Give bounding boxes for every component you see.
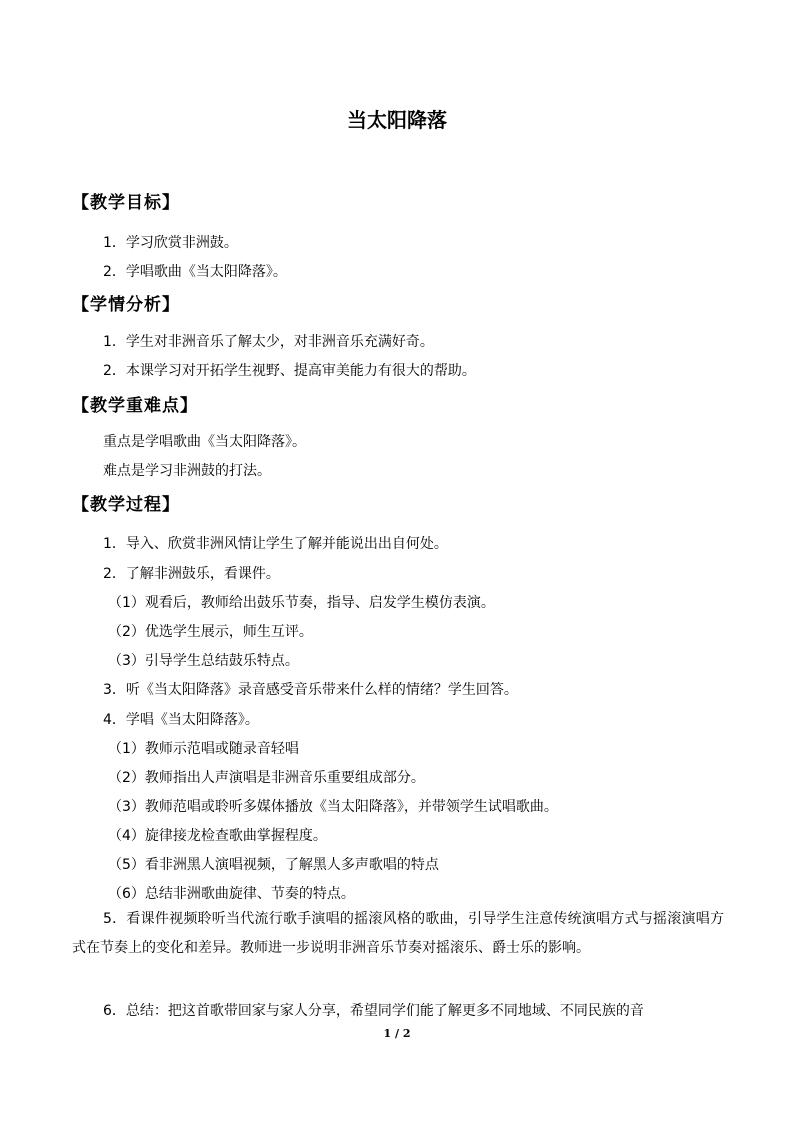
section-heading-goals: 【教学目标】 bbox=[72, 193, 180, 213]
process-item: 3．听《当太阳降落》录音感受音乐带来什么样的情绪？学生回答。 bbox=[103, 682, 518, 698]
process-subitem: （2）优选学生展示，师生互评。 bbox=[108, 624, 313, 640]
process-subitem: （3）引导学生总结鼓乐特点。 bbox=[108, 653, 299, 669]
section-heading-process: 【教学过程】 bbox=[72, 495, 180, 515]
analysis-item: 1．学生对非洲音乐了解太少，对非洲音乐充满好奇。 bbox=[103, 334, 434, 350]
process-item: 4．学唱《当太阳降落》。 bbox=[103, 712, 259, 728]
key-point-item: 重点是学唱歌曲《当太阳降落》。 bbox=[103, 434, 306, 450]
process-subitem: （1）观看后，教师给出鼓乐节奏，指导、启发学生模仿表演。 bbox=[108, 595, 495, 611]
page-number: 1 / 2 bbox=[383, 1027, 411, 1040]
process-subitem: （1）教师示范唱或随录音轻唱 bbox=[108, 741, 299, 757]
process-subitem: （6）总结非洲歌曲旋律、节奏的特点。 bbox=[108, 886, 355, 902]
process-item: 1．导入、欣赏非洲风情让学生了解并能说出出自何处。 bbox=[103, 536, 448, 552]
process-paragraph: 5．看课件视频聆听当代流行歌手演唱的摇滚风格的歌曲，引导学生注意传统演唱方式与摇滚演唱方式在节奏上的变化和差异。教师进一步说明非洲音乐节奏对摇滚乐、爵士乐的影响。 bbox=[72, 911, 724, 956]
key-point-item: 难点是学习非洲鼓的打法。 bbox=[103, 463, 271, 479]
process-subitem: （4）旋律接龙检查歌曲掌握程度。 bbox=[108, 828, 327, 844]
process-subitem: （5）看非洲黑人演唱视频，了解黑人多声歌唱的特点 bbox=[108, 857, 439, 873]
process-subitem: （2）教师指出人声演唱是非洲音乐重要组成部分。 bbox=[108, 770, 425, 786]
process-subitem: （3）教师范唱或聆听多媒体播放《当太阳降落》，并带领学生试唱歌曲。 bbox=[108, 799, 558, 815]
process-item: 2．了解非洲鼓乐，看课件。 bbox=[103, 566, 280, 582]
analysis-item: 2．本课学习对开拓学生视野、提高审美能力有很大的帮助。 bbox=[103, 363, 476, 379]
section-heading-analysis: 【学情分析】 bbox=[72, 295, 180, 315]
section-heading-key-points: 【教学重难点】 bbox=[72, 396, 198, 416]
goal-item: 1．学习欣赏非洲鼓。 bbox=[103, 235, 238, 251]
process-paragraph: 6．总结：把这首歌带回家与家人分享，希望同学们能了解更多不同地域、不同民族的音 bbox=[103, 1003, 644, 1019]
goal-item: 2．学唱歌曲《当太阳降落》。 bbox=[103, 264, 287, 280]
page-title: 当太阳降落 bbox=[347, 108, 447, 132]
